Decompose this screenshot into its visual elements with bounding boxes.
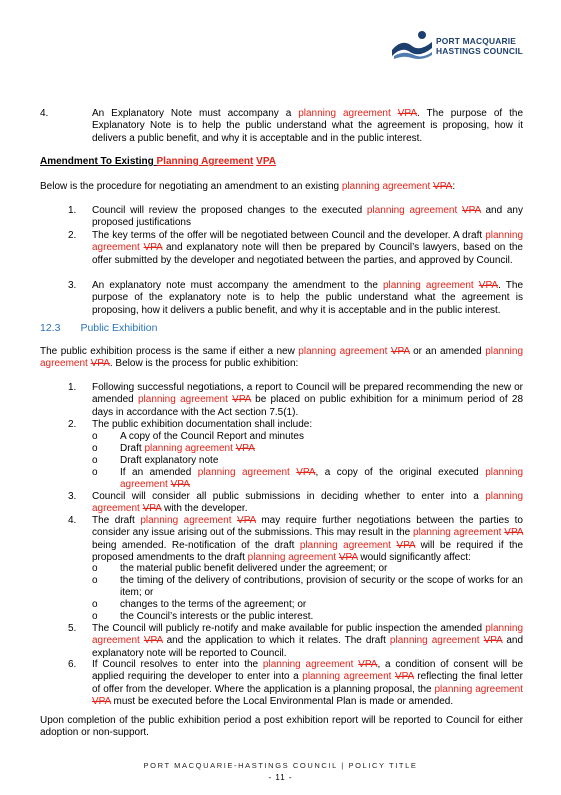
bullet: o <box>92 611 98 622</box>
bullet: o <box>92 431 98 442</box>
list-text: Council will review the proposed changes to the executed planning agreement VPA and any proposed justifications <box>92 205 523 229</box>
list-text: If Council resolves to enter into the planning agreement VPA, a condition of consent will be applied requiring the developer to enter into a planning agreement VPA reflecting the final letter of offer from the developer. Where the application is a planning proposal, the planning agreement VPA must be executed before the Local Environmental Plan is made or amended. <box>92 659 524 708</box>
section-heading <box>40 322 523 334</box>
list-text: The draft planning agreement VPA may require further negotiations between the parties to consider any issue arising out of the submissions. This may result in the planning agreement VPA being amended. Re-notification of the draft planning agreement VPA will be required if the proposed amendments to the draft planning agreement VPA would significantly affect: <box>92 515 524 564</box>
bullet: o <box>92 575 98 586</box>
council-name <box>436 36 523 56</box>
list-text: An Explanatory Note must accompany a planning agreement VPA. The purpose of the Explanatory Note is to help the public understand what the agreement is proposing, how it delivers a public benefit, and why it is acceptable and in the public interest. <box>92 108 524 144</box>
council-logo <box>390 28 540 64</box>
page-number: - 11 - <box>268 773 293 782</box>
bullet: o <box>92 455 98 466</box>
bullet: o <box>92 563 98 574</box>
amendment-heading: Amendment To Existing Planning Agreement VPA <box>40 156 276 167</box>
amendment-intro: Below is the procedure for negotiating an amendment to an existing planning agreement VPA: <box>40 181 456 192</box>
section-number: 12.3 <box>40 322 61 334</box>
list-text: The public exhibition documentation shall include: <box>92 419 313 430</box>
bullet: o <box>92 467 98 478</box>
section-title: Public Exhibition <box>80 322 158 334</box>
list-text: The Council will publicly re-notify and make available for public inspection the amended planning agreement VPA and the application to which it relates. The draft planning agreement VPA and explanatory note will be reported to Council. <box>92 623 523 659</box>
list-text: Council will consider all public submissions in deciding whether to enter into a planning agreement VPA with the developer. <box>92 491 523 515</box>
council-name-line2: HASTINGS COUNCIL <box>436 46 523 56</box>
bullet: o <box>92 443 98 454</box>
bullet: o <box>92 599 98 610</box>
list-number: 4. <box>40 108 49 119</box>
council-name-line1: PORT MACQUARIE <box>436 36 517 46</box>
exhibition-intro: The public exhibition process is the same if either a new planning agreement VPA or an amended planning agreement VPA. Below is the process for public exhibition: <box>40 346 524 370</box>
list-text: The key terms of the offer will be negotiated between Council and the developer. A draft planning agreement VPA and explanatory note will then be prepared by Council’s lawyers, based on the offer submitted by the developer and negotiated between the parties, and approved by Council. <box>92 230 523 266</box>
list-text: Following successful negotiations, a report to Council will be prepared recommending the new or amended planning agreement VPA be placed on public exhibition for a minimum period of 28 days in accordance with the Act section 7.5(1). <box>92 382 524 418</box>
footer-text: PORT MACQUARIE-HASTINGS COUNCIL | POLICY TITLE <box>143 761 418 770</box>
list-text: An explanatory note must accompany the amendment to the planning agreement VPA. The purpose of the explanatory note is to help the public understand what the agreement is proposing, how it delivers a public benefit, and why it is acceptable and in the public interest. <box>92 280 523 316</box>
closing-paragraph: Upon completion of the public exhibition period a post exhibition report will be reported to Council for either adoption or non-support. <box>40 715 523 739</box>
council-logo-icon <box>390 28 434 60</box>
